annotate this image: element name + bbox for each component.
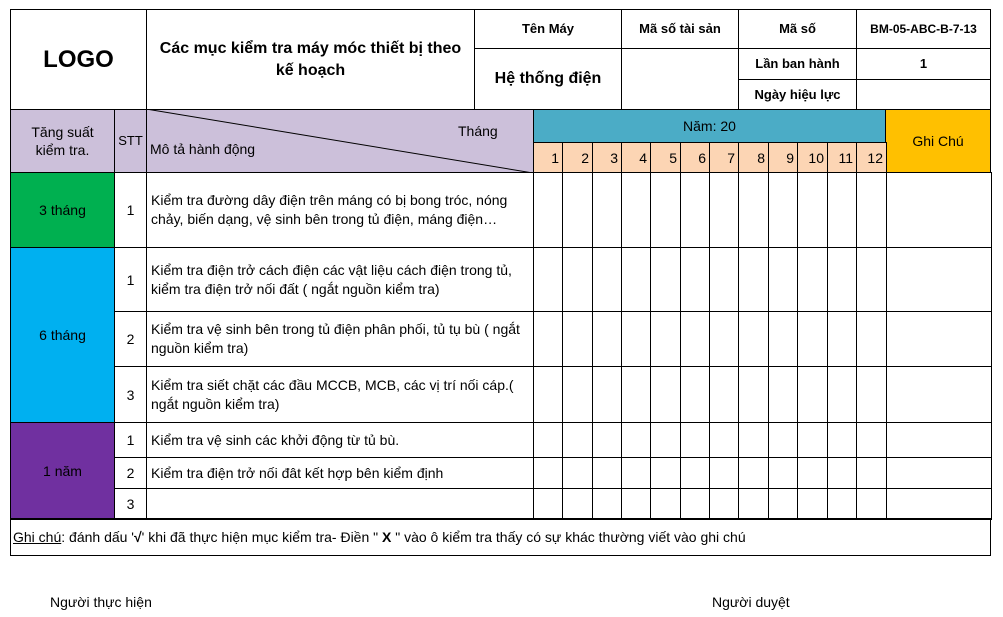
stt-cell: 1 bbox=[114, 247, 147, 312]
month-header-9: 9 bbox=[768, 142, 798, 173]
month-check-cell[interactable] bbox=[650, 422, 681, 458]
month-check-cell[interactable] bbox=[592, 488, 622, 520]
footnote-part3: " vào ô kiểm tra thấy có sự khác thường viết vào ghi chú bbox=[395, 529, 746, 545]
month-check-cell[interactable] bbox=[827, 366, 857, 423]
month-check-cell[interactable] bbox=[768, 457, 798, 489]
asset-code-value bbox=[621, 48, 739, 110]
month-header-6: 6 bbox=[680, 142, 710, 173]
month-header-5: 5 bbox=[650, 142, 681, 173]
month-check-cell[interactable] bbox=[827, 488, 857, 520]
note-cell[interactable] bbox=[886, 366, 992, 423]
asset-code-label: Mã số tài sản bbox=[621, 9, 739, 49]
month-check-cell[interactable] bbox=[797, 457, 828, 489]
stt-cell: 2 bbox=[114, 457, 147, 489]
month-check-cell[interactable] bbox=[680, 247, 710, 312]
month-check-cell[interactable] bbox=[856, 311, 887, 367]
month-check-cell[interactable] bbox=[827, 311, 857, 367]
action-description-cell: Kiểm tra vệ sinh bên trong tủ điện phân phối, tủ tụ bù ( ngắt nguồn kiểm tra) bbox=[146, 311, 534, 367]
month-check-cell[interactable] bbox=[592, 172, 622, 248]
footnote-part2: ' khi đã thực hiện mục kiểm tra- Điền " bbox=[141, 529, 379, 545]
month-check-cell[interactable] bbox=[797, 172, 828, 248]
month-header-12: 12 bbox=[856, 142, 887, 173]
month-check-cell[interactable] bbox=[680, 488, 710, 520]
action-description-cell: Kiểm tra điện trở cách điện các vật liệu cách điện trong tủ, kiểm tra điện trở nối đất ( ngắt nguồn kiểm tra) bbox=[146, 247, 534, 312]
month-check-cell[interactable] bbox=[650, 247, 681, 312]
month-check-cell[interactable] bbox=[738, 172, 769, 248]
note-cell[interactable] bbox=[886, 488, 992, 520]
month-check-cell[interactable] bbox=[738, 247, 769, 312]
month-check-cell[interactable] bbox=[592, 311, 622, 367]
month-check-cell[interactable] bbox=[533, 457, 563, 489]
note-header: Ghi Chú bbox=[885, 109, 991, 173]
month-header-11: 11 bbox=[827, 142, 857, 173]
month-check-cell[interactable] bbox=[592, 422, 622, 458]
month-check-cell[interactable] bbox=[621, 247, 651, 312]
month-check-cell[interactable] bbox=[562, 172, 593, 248]
month-check-cell[interactable] bbox=[827, 172, 857, 248]
note-cell[interactable] bbox=[886, 172, 992, 248]
footnote-label: Ghi chú bbox=[13, 529, 62, 545]
frequency-group-cell: 3 tháng bbox=[10, 172, 115, 248]
month-check-cell[interactable] bbox=[650, 457, 681, 489]
stt-cell: 3 bbox=[114, 366, 147, 423]
action-header-label: Mô tả hành động bbox=[150, 141, 256, 157]
code-label: Mã số bbox=[738, 9, 857, 49]
month-check-cell[interactable] bbox=[533, 488, 563, 520]
action-description-cell: Kiểm tra siết chặt các đầu MCCB, MCB, các vị trí nối cáp.( ngắt nguồn kiểm tra) bbox=[146, 366, 534, 423]
effective-date-value bbox=[856, 79, 991, 110]
month-check-cell[interactable] bbox=[709, 172, 739, 248]
month-check-cell[interactable] bbox=[738, 422, 769, 458]
month-header-7: 7 bbox=[709, 142, 739, 173]
month-header-2: 2 bbox=[562, 142, 593, 173]
form-title: Các mục kiểm tra máy móc thiết bị theo kế hoạch bbox=[146, 9, 475, 110]
issue-value: 1 bbox=[856, 48, 991, 80]
month-check-cell[interactable] bbox=[621, 172, 651, 248]
month-check-cell[interactable] bbox=[768, 247, 798, 312]
month-check-cell[interactable] bbox=[562, 488, 593, 520]
month-check-cell[interactable] bbox=[856, 457, 887, 489]
month-header-3: 3 bbox=[592, 142, 622, 173]
month-check-cell[interactable] bbox=[709, 366, 739, 423]
month-check-cell[interactable] bbox=[680, 311, 710, 367]
month-check-cell[interactable] bbox=[797, 422, 828, 458]
stt-cell: 2 bbox=[114, 311, 147, 367]
month-check-cell[interactable] bbox=[650, 311, 681, 367]
footnote-part1: : đánh dấu ' bbox=[61, 529, 134, 545]
logo: LOGO bbox=[10, 9, 147, 110]
month-check-cell[interactable] bbox=[562, 366, 593, 423]
month-check-cell[interactable] bbox=[709, 488, 739, 520]
note-cell[interactable] bbox=[886, 422, 992, 458]
month-check-cell[interactable] bbox=[768, 366, 798, 423]
month-check-cell[interactable] bbox=[680, 422, 710, 458]
month-check-cell[interactable] bbox=[768, 422, 798, 458]
action-description-cell: Kiểm tra vệ sinh các khởi động từ tủ bù. bbox=[146, 422, 534, 458]
month-check-cell[interactable] bbox=[592, 457, 622, 489]
month-check-cell[interactable] bbox=[827, 457, 857, 489]
machine-name-value: Hệ thống điện bbox=[474, 48, 622, 110]
month-check-cell[interactable] bbox=[856, 247, 887, 312]
month-check-cell[interactable] bbox=[533, 366, 563, 423]
frequency-header: Tăng suất kiểm tra. bbox=[10, 109, 115, 173]
year-header: Năm: 20 bbox=[533, 109, 886, 143]
approver-signature-label: Người duyệt bbox=[712, 594, 790, 610]
month-check-cell[interactable] bbox=[856, 172, 887, 248]
month-check-cell[interactable] bbox=[533, 311, 563, 367]
cross-mark: X bbox=[378, 529, 396, 545]
month-check-cell[interactable] bbox=[562, 457, 593, 489]
month-check-cell[interactable] bbox=[650, 172, 681, 248]
month-check-cell[interactable] bbox=[709, 247, 739, 312]
month-header-4: 4 bbox=[621, 142, 651, 173]
frequency-group-cell: 1 năm bbox=[10, 422, 115, 520]
stt-cell: 1 bbox=[114, 422, 147, 458]
month-header-1: 1 bbox=[533, 142, 563, 173]
action-description-cell bbox=[146, 488, 534, 520]
month-check-cell[interactable] bbox=[621, 366, 651, 423]
month-check-cell[interactable] bbox=[592, 247, 622, 312]
note-cell[interactable] bbox=[886, 457, 992, 489]
month-check-cell[interactable] bbox=[533, 247, 563, 312]
month-check-cell[interactable] bbox=[709, 422, 739, 458]
month-check-cell[interactable] bbox=[797, 311, 828, 367]
month-check-cell[interactable] bbox=[562, 311, 593, 367]
note-cell[interactable] bbox=[886, 311, 992, 367]
month-check-cell[interactable] bbox=[768, 311, 798, 367]
month-check-cell[interactable] bbox=[592, 366, 622, 423]
month-check-cell[interactable] bbox=[738, 457, 769, 489]
footnote bbox=[10, 518, 991, 556]
month-check-cell[interactable] bbox=[562, 247, 593, 312]
month-check-cell[interactable] bbox=[709, 311, 739, 367]
month-check-cell[interactable] bbox=[621, 311, 651, 367]
issue-label: Lần ban hành bbox=[738, 48, 857, 80]
code-value: BM-05-ABC-B-7-13 bbox=[856, 9, 991, 49]
month-check-cell[interactable] bbox=[768, 488, 798, 520]
month-check-cell[interactable] bbox=[738, 311, 769, 367]
month-check-cell[interactable] bbox=[827, 247, 857, 312]
month-check-cell[interactable] bbox=[621, 457, 651, 489]
month-check-cell[interactable] bbox=[680, 172, 710, 248]
month-check-cell[interactable] bbox=[797, 488, 828, 520]
month-check-cell[interactable] bbox=[768, 172, 798, 248]
month-header-8: 8 bbox=[738, 142, 769, 173]
month-check-cell[interactable] bbox=[533, 422, 563, 458]
month-check-cell[interactable] bbox=[856, 366, 887, 423]
month-header-label: Tháng bbox=[458, 123, 498, 139]
month-check-cell[interactable] bbox=[650, 488, 681, 520]
month-check-cell[interactable] bbox=[797, 366, 828, 423]
month-check-cell[interactable] bbox=[621, 422, 651, 458]
month-check-cell[interactable] bbox=[738, 366, 769, 423]
month-check-cell[interactable] bbox=[709, 457, 739, 489]
frequency-group-cell: 6 tháng bbox=[10, 247, 115, 423]
month-header-10: 10 bbox=[797, 142, 828, 173]
stt-cell: 1 bbox=[114, 172, 147, 248]
stt-header: STT bbox=[114, 109, 147, 173]
month-check-cell[interactable] bbox=[621, 488, 651, 520]
month-check-cell[interactable] bbox=[680, 366, 710, 423]
month-check-cell[interactable] bbox=[797, 247, 828, 312]
month-check-cell[interactable] bbox=[827, 422, 857, 458]
month-check-cell[interactable] bbox=[680, 457, 710, 489]
month-check-cell[interactable] bbox=[856, 488, 887, 520]
action-description-cell: Kiểm tra điện trở nối đât kết hợp bên kiểm định bbox=[146, 457, 534, 489]
performer-signature-label: Người thực hiện bbox=[50, 594, 152, 610]
note-cell[interactable] bbox=[886, 247, 992, 312]
check-mark: √ bbox=[133, 529, 142, 545]
action-description-cell: Kiểm tra đường dây điện trên máng có bị bong tróc, nóng chảy, biến dạng, vệ sinh bên trong tủ điện, máng điện… bbox=[146, 172, 534, 248]
month-check-cell[interactable] bbox=[562, 422, 593, 458]
effective-date-label: Ngày hiệu lực bbox=[738, 79, 857, 110]
stt-cell: 3 bbox=[114, 488, 147, 520]
month-check-cell[interactable] bbox=[856, 422, 887, 458]
month-check-cell[interactable] bbox=[533, 172, 563, 248]
month-check-cell[interactable] bbox=[738, 488, 769, 520]
machine-name-label: Tên Máy bbox=[474, 9, 622, 49]
month-check-cell[interactable] bbox=[650, 366, 681, 423]
